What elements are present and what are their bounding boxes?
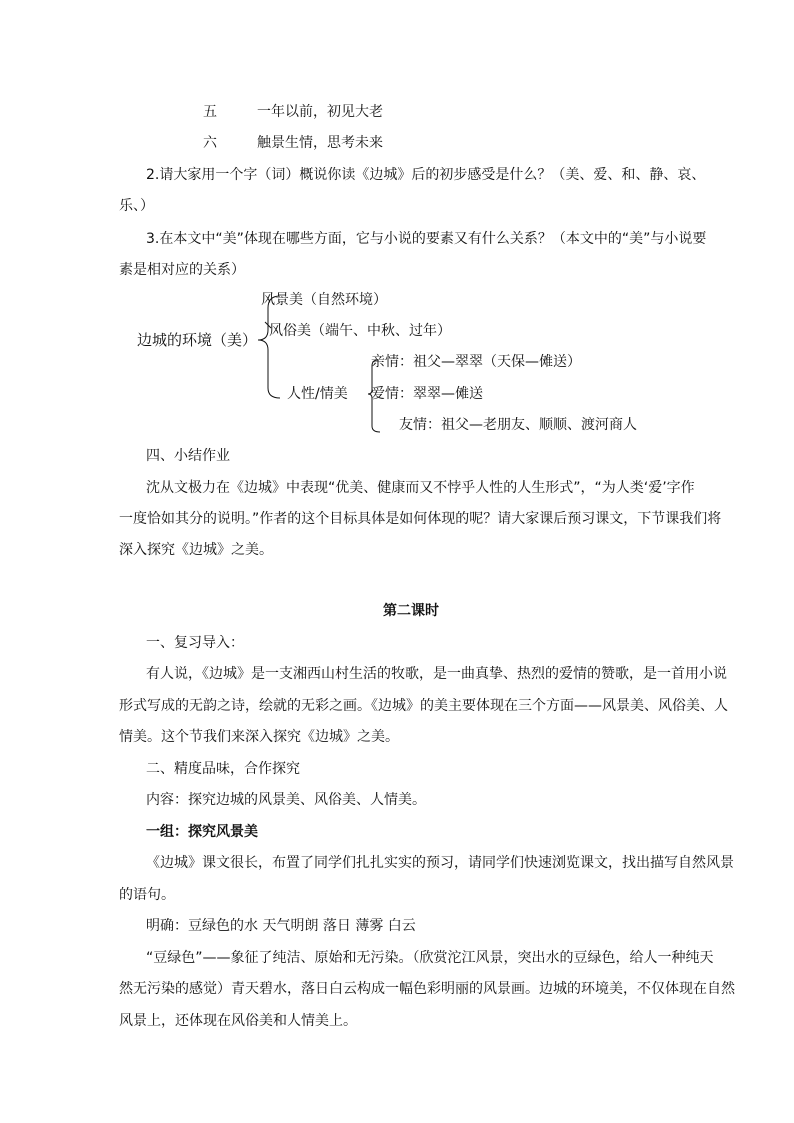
- question-2-line-2: 乐、）: [119, 198, 154, 214]
- outline-text-6: 触景生情，思考未来: [257, 135, 383, 151]
- clarify-line: 明确：豆绿色的水 天气明朗 落日 薄雾 白云: [146, 918, 416, 934]
- content-line: 内容：探究边城的风景美、风俗美、人情美。: [146, 792, 426, 808]
- diagram-humanity: 人性/情美: [287, 386, 348, 402]
- diagram-custom: 风俗美（端午、中秋、过年）: [269, 323, 451, 339]
- detail-line-2: 然无污染的感觉）青天碧水，落日白云构成一幅色彩明丽的风景画。边城的环境美，不仅体现在自然: [119, 981, 735, 997]
- summary-line-2: 一度恰如其分的说明。”作者的这个目标具体是如何体现的呢？请大家课后预习课文，下节课我们将: [119, 511, 722, 527]
- diagram-root: 边城的环境（美）: [137, 331, 258, 349]
- question-3-line-2: 素是相对应的关系）: [119, 262, 245, 278]
- group-1-line-1: 《边城》课文很长，布置了同学们扎扎实实的预习，请同学们快速浏览课文，找出描写自然风景: [146, 855, 734, 871]
- diagram-love: 爱情：翠翠—傩送: [371, 386, 483, 402]
- diagram-scenery: 风景美（自然环境）: [261, 292, 387, 308]
- outline-text-5: 一年以前，初见大老: [257, 104, 383, 120]
- lesson-2-title: 第二课时: [383, 603, 439, 619]
- question-2-line-1: 2.请大家用一个字（词）概说你读《边城》后的初步感受是什么？（美、爱、和、静、哀、: [146, 167, 706, 183]
- summary-heading: 四、小结作业: [146, 448, 230, 464]
- review-line-2: 形式写成的无韵之诗，绘就的无彩之画。《边城》的美主要体现在三个方面——风景美、风俗美、人: [119, 698, 728, 714]
- explore-heading: 二、精度品味，合作探究: [146, 761, 300, 777]
- detail-line-1: “豆绿色”——象征了纯洁、原始和无污染。（欣赏沱江风景，突出水的豆绿色，给人一种纯天: [146, 950, 714, 966]
- summary-line-1: 沈从文极力在《边城》中表现“优美、健康而又不悖乎人性的人生形式”，“为人类‘爱’字作: [146, 480, 695, 496]
- summary-line-3: 深入探究《边城》之美。: [119, 542, 273, 558]
- outline-num-5: 五: [203, 104, 217, 120]
- review-heading: 一、复习导入：: [146, 635, 244, 651]
- group-1-line-2: 的语句。: [119, 887, 175, 903]
- group-1-heading: 一组：探究风景美: [146, 824, 258, 840]
- review-line-3: 情美。这个节我们来深入探究《边城》之美。: [119, 729, 399, 745]
- review-line-1: 有人说，《边城》是一支湘西山村生活的牧歌，是一曲真挚、热烈的爱情的赞歌，是一首用小说: [146, 666, 727, 682]
- diagram-brace-lines: [0, 0, 794, 440]
- diagram-friendship: 友情：祖父—老朋友、顺顺、渡河商人: [399, 417, 637, 433]
- detail-line-3: 风景上，还体现在风俗美和人情美上。: [119, 1013, 357, 1029]
- outline-num-6: 六: [203, 135, 217, 151]
- question-3-line-1: 3.在本文中“美”体现在哪些方面，它与小说的要素又有什么关系？（本文中的“美”与小说要: [146, 231, 707, 247]
- diagram-kinship: 亲情：祖父—翠翠（天保—傩送）: [371, 354, 581, 370]
